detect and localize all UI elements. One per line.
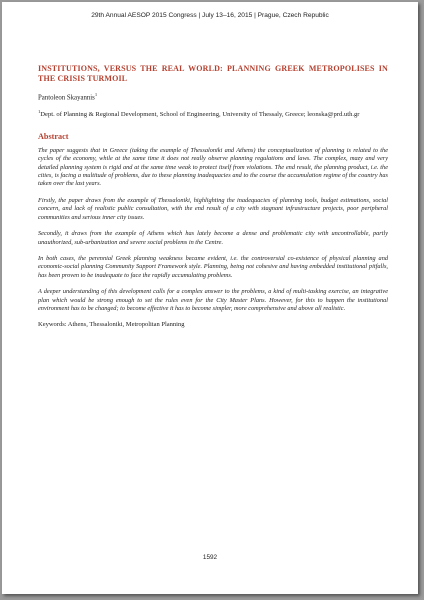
affiliation bbox=[38, 108, 388, 120]
affiliation-mark: 1 bbox=[38, 109, 41, 115]
keywords: Keywords: Athens, Thessaloniki, Metropolitan Planning bbox=[38, 321, 185, 329]
author-affiliation-mark: 1 bbox=[94, 91, 98, 97]
abstract-paragraph: The paper suggests that in Greece (taking the example of Thessaloniki and Athens) the conceptualization of planning is related to the cycles of the economy, while at the same time it does not really observe planning regulations and laws. The complex, mazy and very detailed planning system is rigid and at the same time weak to protect itself from violations. The end result, the planning product, i.e. the cities, is facing a multitude of problems, due to these planning inadequacies and to the course the accumulation regime of the country has taken over the last years. bbox=[38, 146, 388, 188]
author-name: Pantoleon Skayannis bbox=[38, 94, 95, 102]
author-line bbox=[38, 92, 388, 101]
paper-title: INSTITUTIONS, VERSUS THE REAL WORLD: PLANNING GREEK METROPOLISES IN THE CRISIS TURMOIL bbox=[38, 64, 388, 84]
abstract-paragraph: Firstly, the paper draws from the example of Thessaloniki, highlighting the inadequacies of planning tools, budget estimations, social concern, and lack of realistic public consultation, with the end result of a city with stagnant infrastructure projects, poor peripheral communities and serious inner city issues. bbox=[38, 196, 388, 221]
affiliation-text: Dept. of Planning & Regional Development, School of Engineering, University of Thessaly, Greece; leonska@prd.uth.gr bbox=[40, 111, 360, 119]
paper-body bbox=[38, 64, 388, 328]
abstract-paragraph: Secondly, it draws from the example of Athens which has lately become a dense and problematic city with uncontrollable, partly unauthorized, sub-urbanization and severe social problems in the Centre. bbox=[38, 230, 388, 246]
abstract-heading: Abstract bbox=[38, 131, 69, 141]
document-page bbox=[2, 2, 418, 594]
abstract-paragraph: In both cases, the perennial Greek planning weakness became evident, i.e. the controversial co-existence of physical planning and economic-social planning Community Support Framework style. Planning, being not cohesive and having embedded institutional pitfalls, has been proven to be inadequate to face the rapidly accumulating problems. bbox=[38, 254, 388, 279]
abstract-paragraph: A deeper understanding of this development calls for a complex answer to the problems, a kind of multi-tasking exercise, an integrative plan which would be strong enough to set the rules even for the City Master Plans. However, for this to happen the institutional environment has to be changed; to become effective it has to become simpler, more comprehensive and above all realistic. bbox=[38, 288, 388, 312]
page-number: 1592 bbox=[202, 554, 218, 561]
running-header: 29th Annual AESOP 2015 Congress | July 13–16, 2015 | Prague, Czech Republic bbox=[91, 12, 329, 19]
